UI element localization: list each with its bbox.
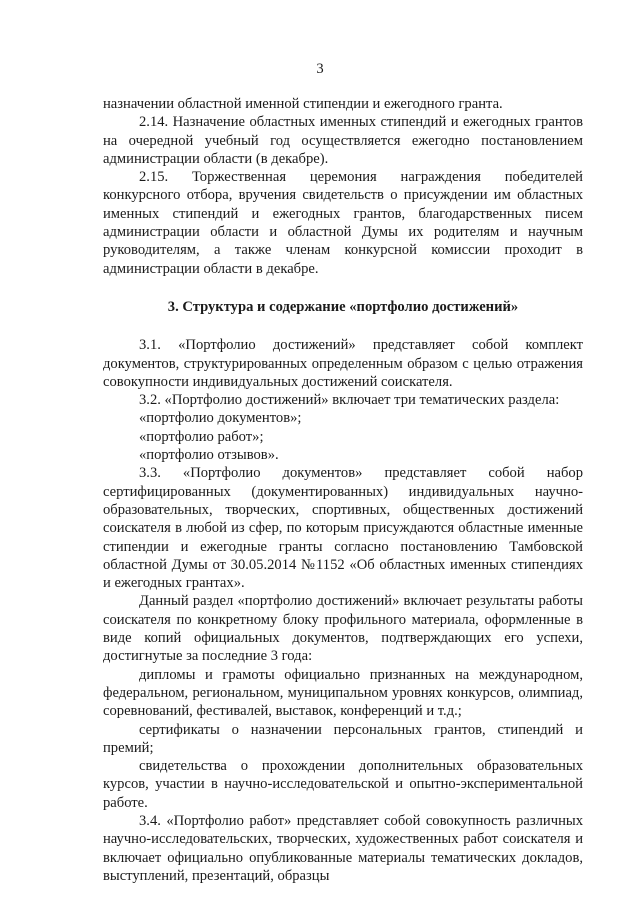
- paragraph-2-14: 2.14. Назначение областных именных стипендий и ежегодных грантов на очередной учебный год осуществляется ежегодно постановлением администрации области (в декабре).: [103, 114, 583, 167]
- document-body: [103, 95, 583, 885]
- paragraph: Данный раздел «портфолио достижений» включает результаты работы соискателя по конкретному блоку профильного материала, оформленные в виде копий официальных документов, подтверждающих его успехи, достигнутые за последние 3 года:: [103, 593, 583, 665]
- paragraph-2-15: 2.15. Торжественная церемония награждения победителей конкурсного отбора, вручения свидетельств о присуждении им областных именных стипендий и ежегодных грантов, благодарственных писем администрации области и областной Думы их родителям и научным руководителям, а также членам конкурсной комиссии проходит в администрации области в декабре.: [103, 169, 583, 277]
- list-item: свидетельства о прохождении дополнительных образовательных курсов, участии в научно-исследовательской и опытно-экспериментальной работе.: [103, 758, 583, 811]
- paragraph-3-3: 3.3. «Портфолио документов» представляет собой набор сертифицированных (документированных) индивидуальных научно-образовательных, творческих, спортивных, общественных достижений соискателя в любой из сфер, по которым присуждаются областные именные стипендии и ежегодные гранты согласно постановлению Тамбовской областной Думы от 30.05.2014 №1152 «Об областных именных стипендиях и ежегодных грантах».: [103, 465, 583, 592]
- list-item: «портфолио документов»;: [139, 410, 302, 427]
- paragraph-3-2: 3.2. «Портфолио достижений» включает три тематических раздела:: [139, 392, 560, 409]
- paragraph-3-4: 3.4. «Портфолио работ» представляет собой совокупность различных научно-исследовательских, творческих, художественных работ соискателя и включает официально опубликованные материалы тематических докладов, выступлений, презентаций, образцы: [103, 812, 583, 884]
- list-item: «портфолио работ»;: [139, 428, 264, 445]
- paragraph: назначении областной именной стипендии и ежегодного гранта.: [103, 96, 503, 112]
- list-item: сертификаты о назначении персональных грантов, стипендий и премий;: [103, 721, 583, 756]
- section-heading: 3. Структура и содержание «портфолио достижений»: [167, 298, 519, 315]
- list-item: дипломы и грамоты официально признанных на международном, федеральном, региональном, муниципальном уровнях конкурсов, олимпиад, соревнований, фестивалей, выставок, конференций и т.д.;: [103, 666, 583, 720]
- list-item: «портфолио отзывов».: [139, 447, 279, 464]
- page-number: 3: [316, 61, 324, 77]
- paragraph-3-1: 3.1. «Портфолио достижений» представляет собой комплект документов, структурированных определенным образом с целью отражения совокупности индивидуальных достижений соискателя.: [103, 337, 583, 390]
